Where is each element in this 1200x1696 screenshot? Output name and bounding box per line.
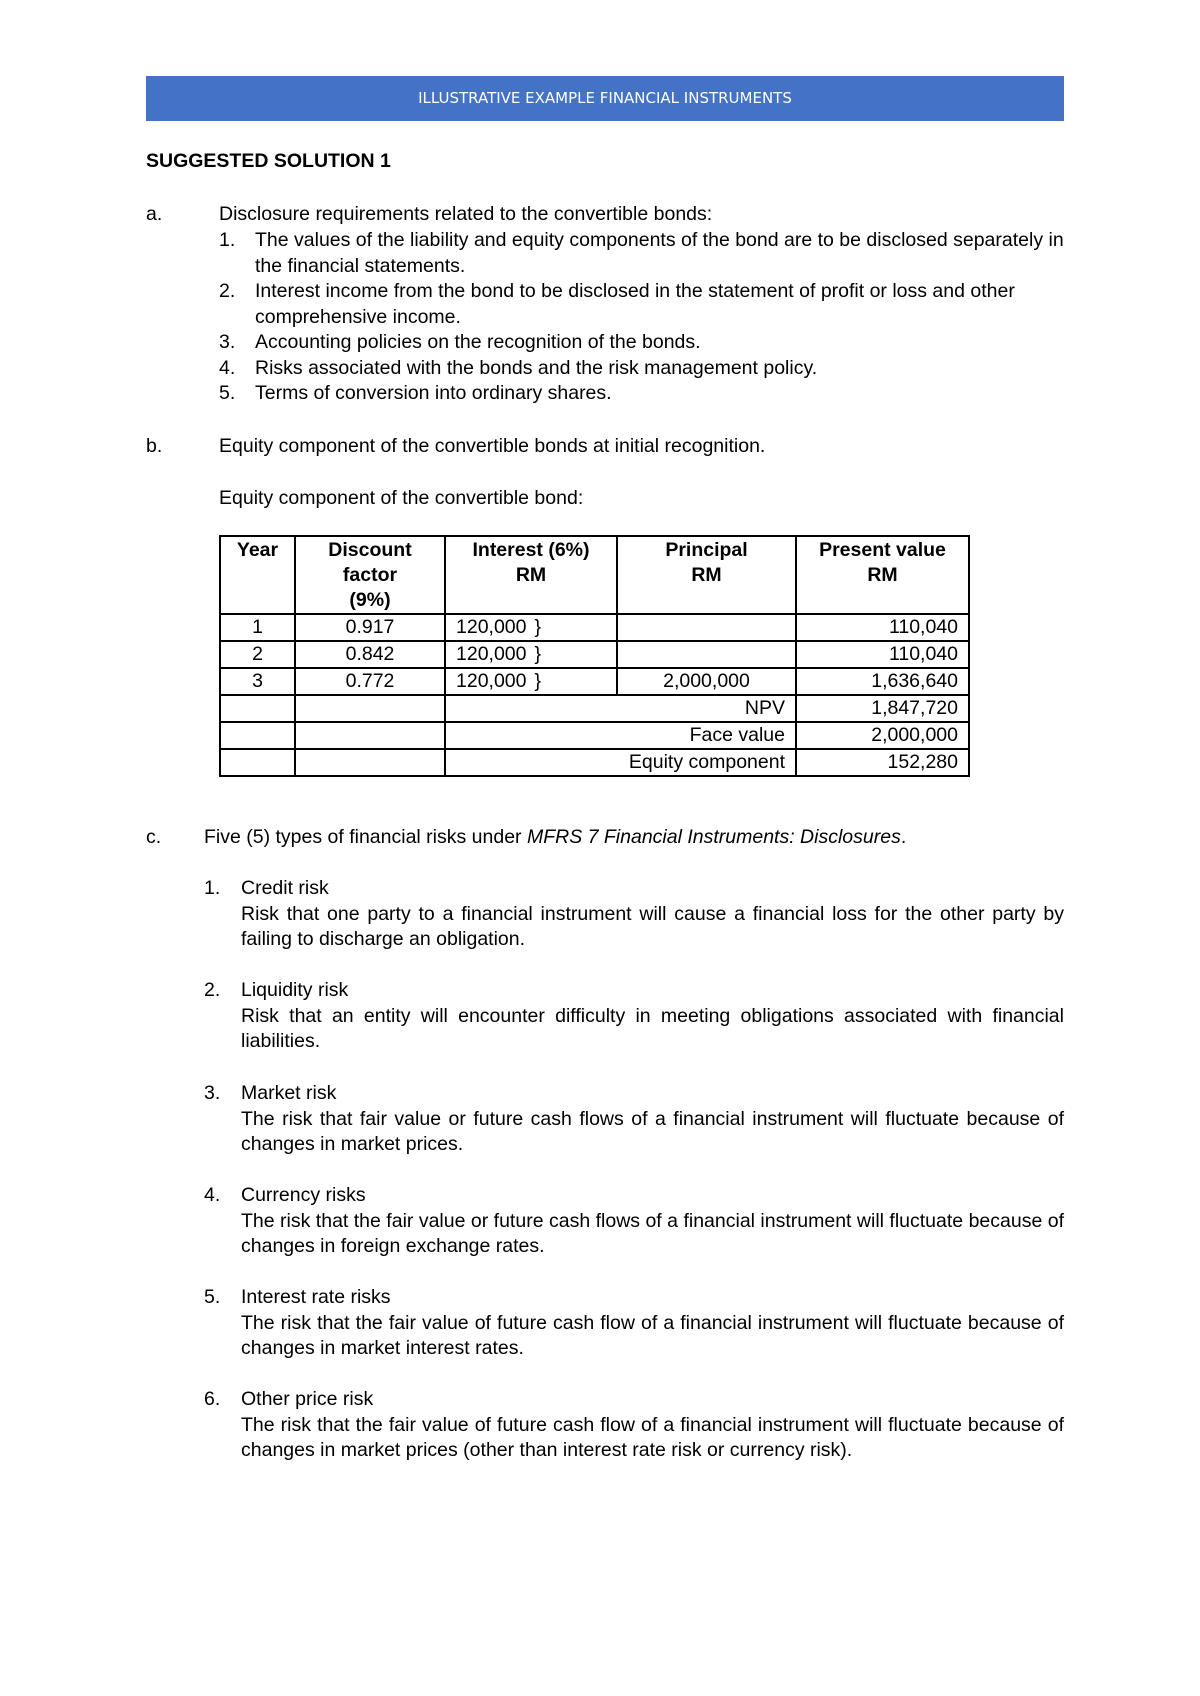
cell-interest: 120,000 }: [445, 668, 617, 695]
header-discount-factor: Discount factor (9%): [295, 536, 445, 614]
cell-factor: 0.917: [295, 614, 445, 641]
risk-description: Risk that one party to a financial instrument will cause a financial loss for the other party by failing to discharge an obligation.: [241, 902, 1064, 950]
list-number: 4.: [219, 357, 236, 379]
cell-empty: [220, 749, 295, 776]
risk-description: The risk that the fair value or future cash flows of a financial instrument will fluctuate because of changes in foreign exchange rates.: [241, 1209, 1064, 1257]
cell-factor: 0.842: [295, 641, 445, 668]
list-number: 2.: [219, 280, 236, 302]
list-number: 3.: [204, 1082, 221, 1104]
cell-present-value: 1,636,640: [796, 668, 969, 695]
risk-description: Risk that an entity will encounter difficulty in meeting obligations associated with financial liabilities.: [241, 1004, 1064, 1052]
cell-interest: 120,000 }: [445, 641, 617, 668]
cell-year: 2: [220, 641, 295, 668]
cell-present-value: 110,040: [796, 614, 969, 641]
risk-title: Currency risks: [241, 1184, 366, 1206]
list-number: 5.: [204, 1286, 221, 1308]
section-c-heading: Five (5) types of financial risks under MFRS 7 Financial Instruments: Disclosures.: [204, 826, 907, 848]
total-label: Face value: [445, 722, 796, 749]
risk-title: Interest rate risks: [241, 1286, 391, 1308]
cell-interest: 120,000 }: [445, 614, 617, 641]
list-number: 6.: [204, 1388, 221, 1410]
table-row: [220, 641, 969, 668]
cell-year: 3: [220, 668, 295, 695]
list-text: Accounting policies on the recognition of the bonds.: [255, 331, 701, 353]
section-b-subheading: Equity component of the convertible bond:: [219, 487, 584, 509]
disclosure-item-3: [219, 330, 1064, 356]
cell-empty: [295, 722, 445, 749]
header-principal: Principal RM: [617, 536, 796, 614]
risk-title: Market risk: [241, 1082, 337, 1104]
total-value: 152,280: [796, 749, 969, 776]
cell-empty: [220, 695, 295, 722]
page-title: SUGGESTED SOLUTION 1: [146, 150, 391, 172]
table-total-row: [220, 695, 969, 722]
risk-item-other-price: [204, 1387, 1064, 1464]
cell-year: 1: [220, 614, 295, 641]
table-total-row: [220, 749, 969, 776]
list-text: The values of the liability and equity components of the bond are to be disclosed separately in the financial statements.: [255, 229, 1064, 277]
npv-table: [219, 535, 970, 777]
table-row: [220, 668, 969, 695]
list-number: 4.: [204, 1184, 221, 1206]
cell-factor: 0.772: [295, 668, 445, 695]
total-label: Equity component: [445, 749, 796, 776]
total-label: NPV: [445, 695, 796, 722]
cell-principal: [617, 614, 796, 641]
list-number: 2.: [204, 979, 221, 1001]
section-a-heading: Disclosure requirements related to the convertible bonds:: [219, 203, 713, 225]
risk-title: Liquidity risk: [241, 979, 349, 1001]
page-header-banner: ILLUSTRATIVE EXAMPLE FINANCIAL INSTRUMENTS: [146, 76, 1064, 121]
header-present-value: Present value RM: [796, 536, 969, 614]
table-total-row: [220, 722, 969, 749]
list-number: 5.: [219, 382, 236, 404]
cell-empty: [220, 722, 295, 749]
section-c-letter: c.: [146, 826, 162, 848]
risk-item-currency: [204, 1183, 1064, 1260]
disclosure-item-2: [219, 279, 1064, 330]
section-a-letter: a.: [146, 203, 163, 225]
section-b-letter: b.: [146, 435, 163, 457]
list-number: 1.: [219, 229, 236, 251]
risk-item-credit: [204, 876, 1064, 953]
risk-description: The risk that fair value or future cash flows of a financial instrument will fluctuate because of changes in market prices.: [241, 1107, 1064, 1155]
risk-description: The risk that the fair value of future cash flow of a financial instrument will fluctuate because of changes in market prices (other than interest rate risk or currency risk).: [241, 1413, 1064, 1461]
risk-title: Credit risk: [241, 877, 329, 899]
risk-item-liquidity: [204, 978, 1064, 1055]
list-text: Terms of conversion into ordinary shares.: [255, 382, 612, 404]
cell-empty: [295, 749, 445, 776]
list-number: 1.: [204, 877, 221, 899]
table-header-row: [220, 536, 969, 614]
cell-empty: [295, 695, 445, 722]
disclosure-item-1: [219, 228, 1064, 279]
disclosure-item-4: [219, 356, 1064, 382]
cell-principal: 2,000,000: [617, 668, 796, 695]
disclosure-item-5: [219, 381, 1064, 407]
risk-item-interest-rate: [204, 1285, 1064, 1362]
list-text: Risks associated with the bonds and the risk management policy.: [255, 357, 818, 379]
list-number: 3.: [219, 331, 236, 353]
risk-item-market: [204, 1081, 1064, 1158]
total-value: 2,000,000: [796, 722, 969, 749]
risk-description: The risk that the fair value of future cash flow of a financial instrument will fluctuate because of changes in market interest rates.: [241, 1311, 1064, 1359]
table-row: [220, 614, 969, 641]
standard-reference: MFRS 7 Financial Instruments: Disclosures: [526, 826, 901, 848]
list-text: Interest income from the bond to be disclosed in the statement of profit or loss and other comprehensive income.: [255, 280, 1015, 328]
cell-present-value: 110,040: [796, 641, 969, 668]
section-b-heading: Equity component of the convertible bonds at initial recognition.: [219, 435, 766, 457]
total-value: 1,847,720: [796, 695, 969, 722]
header-year: Year: [220, 536, 295, 614]
header-interest: Interest (6%) RM: [445, 536, 617, 614]
cell-principal: [617, 641, 796, 668]
risk-title: Other price risk: [241, 1388, 374, 1410]
